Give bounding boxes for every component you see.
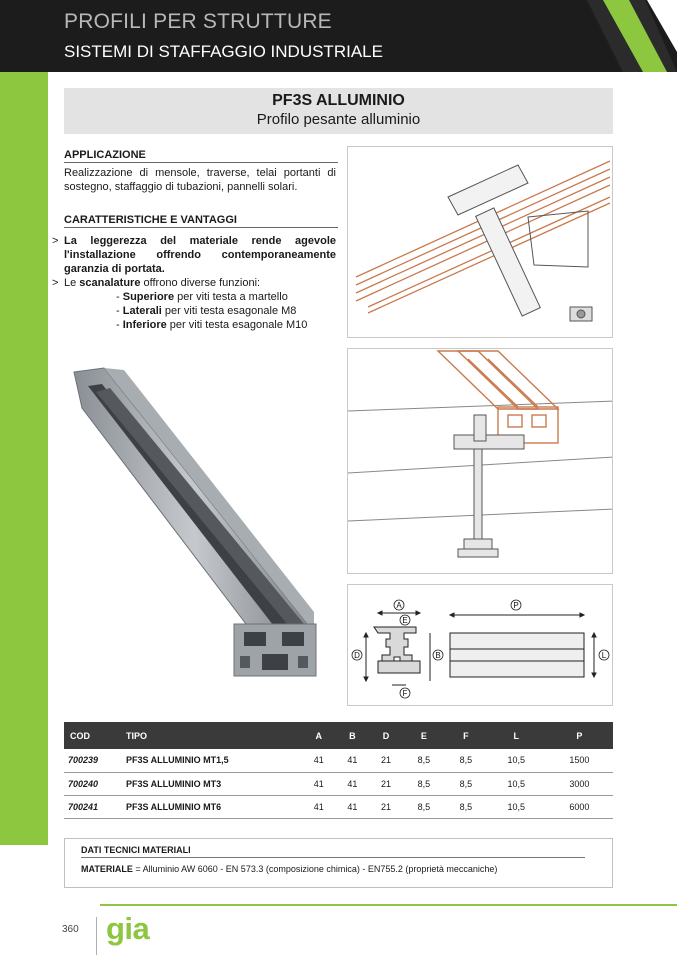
sub-item — [116, 290, 336, 304]
table-row — [64, 749, 613, 772]
sub-text: per viti testa esagonale M10 — [166, 319, 308, 331]
table-header-row — [64, 722, 613, 749]
cell-b: 41 — [336, 772, 370, 795]
cell-a: 41 — [302, 772, 336, 795]
cell-d: 21 — [369, 795, 403, 818]
bullet-item — [52, 276, 336, 290]
sub-list — [116, 290, 336, 332]
bullet-marker: > — [52, 235, 59, 247]
installation-image-1 — [347, 146, 613, 338]
tech-label: MATERIALE — [81, 864, 133, 874]
product-name: PF3S ALLUMINIO — [272, 92, 405, 109]
dim-label-l: L — [601, 651, 607, 660]
cell-d: 21 — [369, 749, 403, 772]
table-row — [64, 772, 613, 795]
sub-item — [116, 304, 336, 318]
col-a: A — [302, 722, 336, 749]
product-description: Profilo pesante alluminio — [256, 111, 421, 128]
footer-line — [100, 904, 677, 906]
sub-dash: - — [116, 291, 123, 303]
bullet-text — [64, 276, 336, 290]
applicazione-text: Realizzazione di mensole, traverse, telai portanti di sostegno, staffaggio di tubazioni, pannelli solari. — [64, 167, 336, 193]
bullet-bold: scanalature — [79, 277, 141, 289]
caratteristiche-heading: CARATTERISTICHE E VANTAGGI — [64, 214, 338, 228]
tech-heading: DATI TECNICI MATERIALI — [81, 845, 585, 858]
header-corner-decoration — [587, 0, 677, 72]
sub-dash: - — [116, 319, 123, 331]
cell-p: 3000 — [546, 772, 613, 795]
dim-label-e: E — [402, 616, 408, 625]
page-header — [0, 0, 677, 72]
page-number: 360 — [62, 924, 79, 935]
cell-f: 8,5 — [445, 772, 487, 795]
header-title: PROFILI PER STRUTTURE — [64, 10, 332, 33]
tech-data-box — [64, 838, 613, 888]
sub-text: per viti testa a martello — [174, 291, 288, 303]
col-l: L — [487, 722, 546, 749]
brand-logo: gia — [106, 911, 150, 946]
col-d: D — [369, 722, 403, 749]
cell-p: 1500 — [546, 749, 613, 772]
sub-bold: Superiore — [122, 291, 175, 303]
sub-bold: Laterali — [122, 305, 162, 317]
dim-label-b: B — [435, 651, 441, 660]
cell-l: 10,5 — [487, 772, 546, 795]
caratteristiche-list — [52, 234, 336, 332]
dim-label-f: F — [402, 689, 408, 698]
bullet-item — [52, 234, 336, 276]
bullet-suffix: offrono diverse funzioni: — [140, 277, 261, 289]
sub-bold: Inferiore — [122, 319, 167, 331]
cell-tipo: PF3S ALLUMINIO MT3 — [120, 772, 302, 795]
bullet-prefix: Le — [64, 277, 80, 289]
cell-e: 8,5 — [403, 749, 445, 772]
applicazione-heading: APPLICAZIONE — [64, 149, 338, 163]
profile-photo — [64, 362, 334, 692]
cell-cod: 700240 — [64, 772, 120, 795]
cell-b: 41 — [336, 795, 370, 818]
cell-f: 8,5 — [445, 749, 487, 772]
cell-cod: 700239 — [64, 749, 120, 772]
header-subtitle: SISTEMI DI STAFFAGGIO INDUSTRIALE — [64, 42, 383, 61]
installation-image-2 — [347, 348, 613, 574]
cell-l: 10,5 — [487, 795, 546, 818]
product-title-box — [64, 88, 613, 134]
dim-label-d: D — [354, 651, 360, 660]
cell-e: 8,5 — [403, 795, 445, 818]
cell-b: 41 — [336, 749, 370, 772]
sub-item — [116, 318, 336, 332]
tech-value: = Alluminio AW 6060 - EN 573.3 (composizione chimica) - EN755.2 (proprietà meccaniche) — [132, 864, 498, 874]
col-cod: COD — [64, 722, 120, 749]
col-f: F — [445, 722, 487, 749]
cell-f: 8,5 — [445, 795, 487, 818]
cell-a: 41 — [302, 749, 336, 772]
sub-text: per viti testa esagonale M8 — [161, 305, 297, 317]
left-accent-bar — [0, 72, 48, 845]
product-table — [64, 722, 613, 819]
tech-text — [81, 864, 497, 874]
bullet-text: La leggerezza del materiale rende agevole l'installazione offrendo contemporaneamente garanzia di portata. — [64, 235, 336, 275]
cell-p: 6000 — [546, 795, 613, 818]
cell-a: 41 — [302, 795, 336, 818]
cell-e: 8,5 — [403, 772, 445, 795]
dim-label-a: A — [396, 601, 402, 610]
bullet-marker: > — [52, 277, 59, 289]
table-row — [64, 795, 613, 818]
bracket-illustration — [348, 147, 613, 338]
footer-separator — [96, 917, 97, 955]
cell-d: 21 — [369, 772, 403, 795]
dim-label-p: P — [513, 601, 519, 610]
dimension-diagram — [347, 584, 613, 706]
col-tipo: TIPO — [120, 722, 302, 749]
col-e: E — [403, 722, 445, 749]
cell-cod: 700241 — [64, 795, 120, 818]
dimension-drawing — [348, 585, 613, 706]
cell-tipo: PF3S ALLUMINIO MT1,5 — [120, 749, 302, 772]
col-p: P — [546, 722, 613, 749]
ceiling-mount-illustration — [348, 349, 613, 574]
cell-l: 10,5 — [487, 749, 546, 772]
cell-tipo: PF3S ALLUMINIO MT6 — [120, 795, 302, 818]
sub-dash: - — [116, 305, 123, 317]
col-b: B — [336, 722, 370, 749]
